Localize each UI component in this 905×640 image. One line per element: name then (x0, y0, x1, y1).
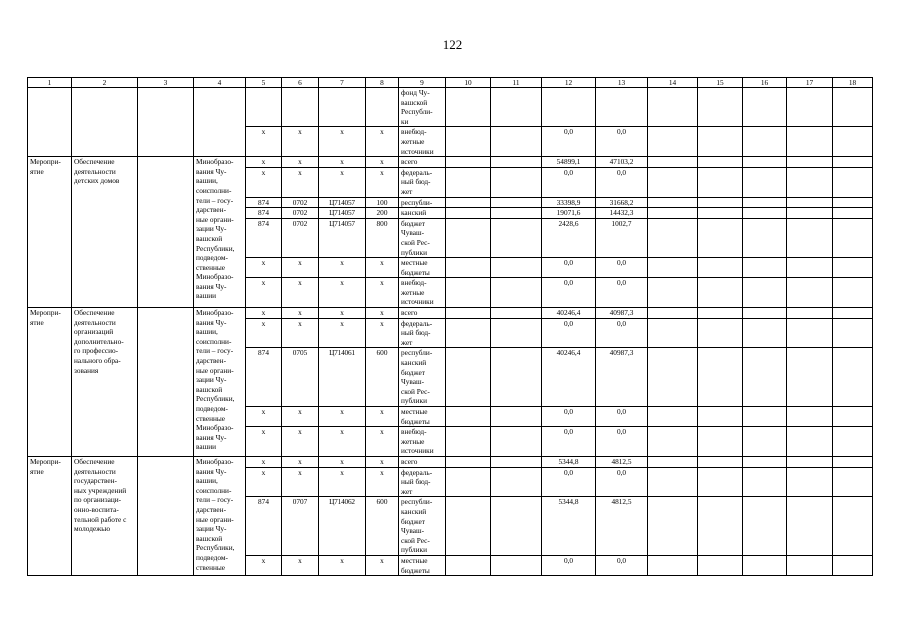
funding-source-cell: внебюд- жетные источники (399, 127, 446, 157)
value-col-10-cell (446, 197, 491, 208)
value-col-13-cell: 0,0 (596, 258, 648, 278)
activity-name-cell (72, 88, 138, 157)
value-col-16-cell (743, 407, 787, 427)
grbs-code-cell: x (246, 308, 282, 319)
value-col-13-cell: 0,0 (596, 278, 648, 308)
section-code-cell: x (282, 467, 319, 497)
value-col-15-cell (698, 456, 743, 467)
expense-type-code-cell: 100 (366, 197, 399, 208)
value-col-11-cell (491, 258, 542, 278)
value-col-15-cell (698, 308, 743, 319)
expense-type-code-cell: x (366, 127, 399, 157)
value-col-17-cell (787, 258, 833, 278)
target-article-code-cell: x (319, 308, 366, 319)
section-code-cell: x (282, 167, 319, 197)
value-col-12-cell: 0,0 (542, 167, 596, 197)
funding-source-cell: федераль- ный бюд- жет (399, 318, 446, 348)
section-code-cell: x (282, 456, 319, 467)
value-col-18-cell (833, 218, 873, 257)
value-col-13-cell: 4812,5 (596, 497, 648, 556)
value-col-11-cell (491, 127, 542, 157)
funding-source-cell: всего (399, 308, 446, 319)
value-col-16-cell (743, 308, 787, 319)
funding-source-cell: местные бюджеты (399, 258, 446, 278)
value-col-16-cell (743, 157, 787, 168)
value-col-11-cell (491, 456, 542, 467)
value-col-18-cell (833, 318, 873, 348)
value-col-18-cell (833, 467, 873, 497)
section-code-cell: x (282, 318, 319, 348)
target-article-code-cell: Ц714057 (319, 197, 366, 208)
value-col-10-cell (446, 218, 491, 257)
funding-source-cell: республи- (399, 197, 446, 208)
funding-source-cell: республи- канский бюджет Чуваш- ской Рес- публики (399, 348, 446, 407)
value-col-10-cell (446, 258, 491, 278)
target-article-code-cell: Ц714061 (319, 348, 366, 407)
activity-type-cell (28, 88, 72, 157)
value-col-10-cell (446, 407, 491, 427)
section-code-cell: x (282, 157, 319, 168)
value-col-13-cell: 40987,3 (596, 308, 648, 319)
section-code-cell: x (282, 278, 319, 308)
value-col-11-cell (491, 88, 542, 127)
expense-type-code-cell: x (366, 467, 399, 497)
value-col-13-cell: 0,0 (596, 127, 648, 157)
funding-source-cell: местные бюджеты (399, 407, 446, 427)
value-col-12-cell: 0,0 (542, 555, 596, 575)
value-col-17-cell (787, 167, 833, 197)
value-col-11-cell (491, 278, 542, 308)
value-col-13-cell: 47103,2 (596, 157, 648, 168)
value-col-13-cell: 4812,5 (596, 456, 648, 467)
value-col-10-cell (446, 208, 491, 219)
section-code-cell (282, 88, 319, 127)
value-col-11-cell (491, 497, 542, 556)
value-col-14-cell (648, 497, 698, 556)
column-number: 7 (319, 78, 366, 88)
funding-source-cell: республи- канский бюджет Чуваш- ской Рес- публики (399, 497, 446, 556)
value-col-18-cell (833, 208, 873, 219)
column-number-row (28, 78, 873, 88)
target-article-code-cell: x (319, 167, 366, 197)
value-col-13-cell: 31668,2 (596, 197, 648, 208)
value-col-17-cell (787, 218, 833, 257)
column-number: 14 (648, 78, 698, 88)
value-col-15-cell (698, 407, 743, 427)
value-col-15-cell (698, 197, 743, 208)
value-col-11-cell (491, 348, 542, 407)
value-col-14-cell (648, 318, 698, 348)
value-col-12-cell: 5344,8 (542, 497, 596, 556)
expense-type-code-cell: x (366, 318, 399, 348)
value-col-17-cell (787, 197, 833, 208)
value-col-10-cell (446, 427, 491, 457)
value-col-15-cell (698, 427, 743, 457)
expense-type-code-cell: 800 (366, 218, 399, 257)
value-col-15-cell (698, 467, 743, 497)
value-col-18-cell (833, 427, 873, 457)
column-number: 3 (138, 78, 194, 88)
value-col-13-cell (596, 88, 648, 127)
value-col-16-cell (743, 318, 787, 348)
value-col-13-cell: 0,0 (596, 167, 648, 197)
responsible-executor-cell: Минобразо- вания Чу- вашии, соисполни- тели – госу- дарствен- ные органи- зации Чу- вашской Республики, подведом- ственные Минобразо- вания Чу- вашии (194, 157, 246, 308)
value-col-10-cell (446, 467, 491, 497)
value-col-14-cell (648, 407, 698, 427)
value-col-10-cell (446, 88, 491, 127)
section-code-cell: x (282, 555, 319, 575)
value-col-11-cell (491, 427, 542, 457)
value-col-16-cell (743, 467, 787, 497)
value-col-12-cell: 0,0 (542, 127, 596, 157)
target-article-code-cell: x (319, 318, 366, 348)
value-col-18-cell (833, 167, 873, 197)
value-col-17-cell (787, 348, 833, 407)
grbs-code-cell: x (246, 318, 282, 348)
value-col-16-cell (743, 218, 787, 257)
value-col-18-cell (833, 127, 873, 157)
expense-type-code-cell: x (366, 407, 399, 427)
expense-type-code-cell: x (366, 427, 399, 457)
value-col-12-cell: 0,0 (542, 318, 596, 348)
value-col-10-cell (446, 348, 491, 407)
value-col-16-cell (743, 278, 787, 308)
funding-source-cell: бюджет Чуваш- ской Рес- публики (399, 218, 446, 257)
value-col-16-cell (743, 497, 787, 556)
value-col-12-cell: 2428,6 (542, 218, 596, 257)
table-row (28, 308, 873, 319)
column-number: 17 (787, 78, 833, 88)
value-col-15-cell (698, 278, 743, 308)
value-col-10-cell (446, 456, 491, 467)
value-col-12-cell: 0,0 (542, 258, 596, 278)
target-article-code-cell: x (319, 258, 366, 278)
section-code-cell: 0707 (282, 497, 319, 556)
target-article-code-cell: Ц714062 (319, 497, 366, 556)
target-indicator-cell (138, 88, 194, 157)
expense-type-code-cell: 600 (366, 348, 399, 407)
value-col-18-cell (833, 258, 873, 278)
target-article-code-cell: x (319, 157, 366, 168)
target-indicator-cell (138, 456, 194, 575)
grbs-code-cell: x (246, 555, 282, 575)
value-col-16-cell (743, 427, 787, 457)
value-col-14-cell (648, 127, 698, 157)
table-row (28, 88, 873, 127)
value-col-11-cell (491, 197, 542, 208)
value-col-12-cell: 0,0 (542, 467, 596, 497)
value-col-18-cell (833, 407, 873, 427)
expense-type-code-cell: x (366, 308, 399, 319)
value-col-14-cell (648, 258, 698, 278)
activity-type-cell: Меропри- ятие (28, 456, 72, 575)
target-article-code-cell: x (319, 467, 366, 497)
column-number: 4 (194, 78, 246, 88)
value-col-18-cell (833, 555, 873, 575)
value-col-15-cell (698, 208, 743, 219)
value-col-11-cell (491, 407, 542, 427)
value-col-13-cell: 40987,3 (596, 348, 648, 407)
table-row (28, 157, 873, 168)
target-article-code-cell: x (319, 456, 366, 467)
expense-type-code-cell (366, 88, 399, 127)
grbs-code-cell (246, 88, 282, 127)
value-col-12-cell: 54899,1 (542, 157, 596, 168)
value-col-14-cell (648, 308, 698, 319)
value-col-18-cell (833, 157, 873, 168)
expense-type-code-cell: 200 (366, 208, 399, 219)
value-col-16-cell (743, 167, 787, 197)
funding-source-cell: федераль- ный бюд- жет (399, 467, 446, 497)
value-col-12-cell: 0,0 (542, 427, 596, 457)
target-article-code-cell: Ц714057 (319, 218, 366, 257)
value-col-13-cell: 1002,7 (596, 218, 648, 257)
value-col-10-cell (446, 157, 491, 168)
value-col-10-cell (446, 167, 491, 197)
value-col-14-cell (648, 157, 698, 168)
grbs-code-cell: 874 (246, 208, 282, 219)
responsible-executor-cell: Минобразо- вания Чу- вашии, соисполни- тели – госу- дарствен- ные органи- зации Чу- вашской Республики, подведом- ственные Минобразо- вания Чу- вашии (194, 308, 246, 457)
value-col-14-cell (648, 167, 698, 197)
target-indicator-cell (138, 308, 194, 457)
grbs-code-cell: x (246, 467, 282, 497)
column-number: 5 (246, 78, 282, 88)
expense-type-code-cell: x (366, 278, 399, 308)
value-col-18-cell (833, 278, 873, 308)
value-col-17-cell (787, 497, 833, 556)
funding-source-cell: внебюд- жетные источники (399, 278, 446, 308)
section-code-cell: 0702 (282, 208, 319, 219)
value-col-14-cell (648, 88, 698, 127)
activity-type-cell: Меропри- ятие (28, 157, 72, 308)
value-col-17-cell (787, 407, 833, 427)
value-col-17-cell (787, 88, 833, 127)
value-col-17-cell (787, 157, 833, 168)
grbs-code-cell: x (246, 127, 282, 157)
value-col-13-cell: 0,0 (596, 407, 648, 427)
value-col-18-cell (833, 497, 873, 556)
value-col-13-cell: 14432,3 (596, 208, 648, 219)
page-number: 122 (442, 37, 463, 52)
value-col-16-cell (743, 456, 787, 467)
value-col-15-cell (698, 218, 743, 257)
value-col-16-cell (743, 197, 787, 208)
funding-source-cell: федераль- ный бюд- жет (399, 167, 446, 197)
value-col-13-cell: 0,0 (596, 467, 648, 497)
value-col-18-cell (833, 348, 873, 407)
budget-table (27, 77, 873, 576)
column-number: 1 (28, 78, 72, 88)
value-col-16-cell (743, 258, 787, 278)
column-number: 15 (698, 78, 743, 88)
responsible-executor-cell (194, 88, 246, 157)
grbs-code-cell: x (246, 278, 282, 308)
value-col-12-cell: 5344,8 (542, 456, 596, 467)
value-col-10-cell (446, 308, 491, 319)
column-number: 13 (596, 78, 648, 88)
responsible-executor-cell: Минобразо- вания Чу- вашии, соисполни- тели – госу- дарствен- ные органи- зации Чу- вашской Республики, подведом- ственные (194, 456, 246, 575)
value-col-15-cell (698, 318, 743, 348)
column-number: 8 (366, 78, 399, 88)
target-indicator-cell (138, 157, 194, 308)
value-col-14-cell (648, 218, 698, 257)
expense-type-code-cell: x (366, 167, 399, 197)
value-col-17-cell (787, 308, 833, 319)
funding-source-cell: внебюд- жетные источники (399, 427, 446, 457)
activity-name-cell: Обеспечение деятельности организаций дополнительно- го профессио- нального обра- зования (72, 308, 138, 457)
column-number: 9 (399, 78, 446, 88)
value-col-18-cell (833, 197, 873, 208)
value-col-15-cell (698, 258, 743, 278)
value-col-11-cell (491, 308, 542, 319)
value-col-17-cell (787, 456, 833, 467)
value-col-16-cell (743, 208, 787, 219)
value-col-17-cell (787, 467, 833, 497)
value-col-10-cell (446, 278, 491, 308)
value-col-17-cell (787, 555, 833, 575)
section-code-cell: 0702 (282, 197, 319, 208)
value-col-10-cell (446, 318, 491, 348)
value-col-15-cell (698, 157, 743, 168)
table-row (28, 456, 873, 467)
funding-source-cell: фонд Чу- вашской Республи- ки (399, 88, 446, 127)
expense-type-code-cell: x (366, 157, 399, 168)
value-col-14-cell (648, 197, 698, 208)
expense-type-code-cell: 600 (366, 497, 399, 556)
expense-type-code-cell: x (366, 555, 399, 575)
value-col-18-cell (833, 456, 873, 467)
section-code-cell: x (282, 308, 319, 319)
target-article-code-cell: x (319, 427, 366, 457)
value-col-15-cell (698, 127, 743, 157)
value-col-14-cell (648, 278, 698, 308)
value-col-14-cell (648, 555, 698, 575)
value-col-12-cell: 40246,4 (542, 308, 596, 319)
value-col-12-cell: 0,0 (542, 407, 596, 427)
value-col-14-cell (648, 427, 698, 457)
value-col-16-cell (743, 555, 787, 575)
value-col-17-cell (787, 127, 833, 157)
value-col-10-cell (446, 555, 491, 575)
value-col-18-cell (833, 88, 873, 127)
value-col-18-cell (833, 308, 873, 319)
grbs-code-cell: x (246, 258, 282, 278)
section-code-cell: 0705 (282, 348, 319, 407)
value-col-15-cell (698, 555, 743, 575)
value-col-14-cell (648, 348, 698, 407)
funding-source-cell: канский (399, 208, 446, 219)
column-number: 12 (542, 78, 596, 88)
value-col-15-cell (698, 88, 743, 127)
value-col-15-cell (698, 497, 743, 556)
grbs-code-cell: x (246, 167, 282, 197)
expense-type-code-cell: x (366, 456, 399, 467)
target-article-code-cell (319, 88, 366, 127)
expense-type-code-cell: x (366, 258, 399, 278)
column-number: 16 (743, 78, 787, 88)
value-col-11-cell (491, 157, 542, 168)
column-number: 2 (72, 78, 138, 88)
column-number: 6 (282, 78, 319, 88)
value-col-11-cell (491, 467, 542, 497)
value-col-10-cell (446, 497, 491, 556)
target-article-code-cell: x (319, 127, 366, 157)
section-code-cell: x (282, 127, 319, 157)
target-article-code-cell: x (319, 407, 366, 427)
value-col-12-cell: 40246,4 (542, 348, 596, 407)
value-col-17-cell (787, 427, 833, 457)
value-col-12-cell (542, 88, 596, 127)
value-col-13-cell: 0,0 (596, 555, 648, 575)
value-col-12-cell: 19071,6 (542, 208, 596, 219)
value-col-15-cell (698, 167, 743, 197)
activity-type-cell: Меропри- ятие (28, 308, 72, 457)
value-col-17-cell (787, 278, 833, 308)
value-col-12-cell: 0,0 (542, 278, 596, 308)
value-col-13-cell: 0,0 (596, 318, 648, 348)
section-code-cell: 0702 (282, 218, 319, 257)
section-code-cell: x (282, 258, 319, 278)
grbs-code-cell: x (246, 407, 282, 427)
column-number: 10 (446, 78, 491, 88)
value-col-13-cell: 0,0 (596, 427, 648, 457)
section-code-cell: x (282, 407, 319, 427)
target-article-code-cell: x (319, 278, 366, 308)
section-code-cell: x (282, 427, 319, 457)
value-col-17-cell (787, 208, 833, 219)
grbs-code-cell: x (246, 456, 282, 467)
value-col-15-cell (698, 348, 743, 407)
column-number: 18 (833, 78, 873, 88)
grbs-code-cell: x (246, 427, 282, 457)
activity-name-cell: Обеспечение деятельности государствен- ных учреждений по организаци- онно-воспита- тельной работе с молодежью (72, 456, 138, 575)
value-col-16-cell (743, 88, 787, 127)
funding-source-cell: всего (399, 456, 446, 467)
funding-source-cell: местные бюджеты (399, 555, 446, 575)
value-col-16-cell (743, 348, 787, 407)
value-col-14-cell (648, 456, 698, 467)
grbs-code-cell: 874 (246, 497, 282, 556)
value-col-16-cell (743, 127, 787, 157)
table-body (28, 78, 873, 576)
value-col-12-cell: 33398,9 (542, 197, 596, 208)
value-col-17-cell (787, 318, 833, 348)
value-col-11-cell (491, 208, 542, 219)
activity-name-cell: Обеспечение деятельности детских домов (72, 157, 138, 308)
target-article-code-cell: Ц714057 (319, 208, 366, 219)
value-col-11-cell (491, 167, 542, 197)
target-article-code-cell: x (319, 555, 366, 575)
value-col-11-cell (491, 318, 542, 348)
grbs-code-cell: 874 (246, 218, 282, 257)
grbs-code-cell: x (246, 157, 282, 168)
value-col-14-cell (648, 208, 698, 219)
column-number: 11 (491, 78, 542, 88)
value-col-11-cell (491, 218, 542, 257)
grbs-code-cell: 874 (246, 197, 282, 208)
value-col-14-cell (648, 467, 698, 497)
grbs-code-cell: 874 (246, 348, 282, 407)
value-col-11-cell (491, 555, 542, 575)
value-col-10-cell (446, 127, 491, 157)
funding-source-cell: всего (399, 157, 446, 168)
